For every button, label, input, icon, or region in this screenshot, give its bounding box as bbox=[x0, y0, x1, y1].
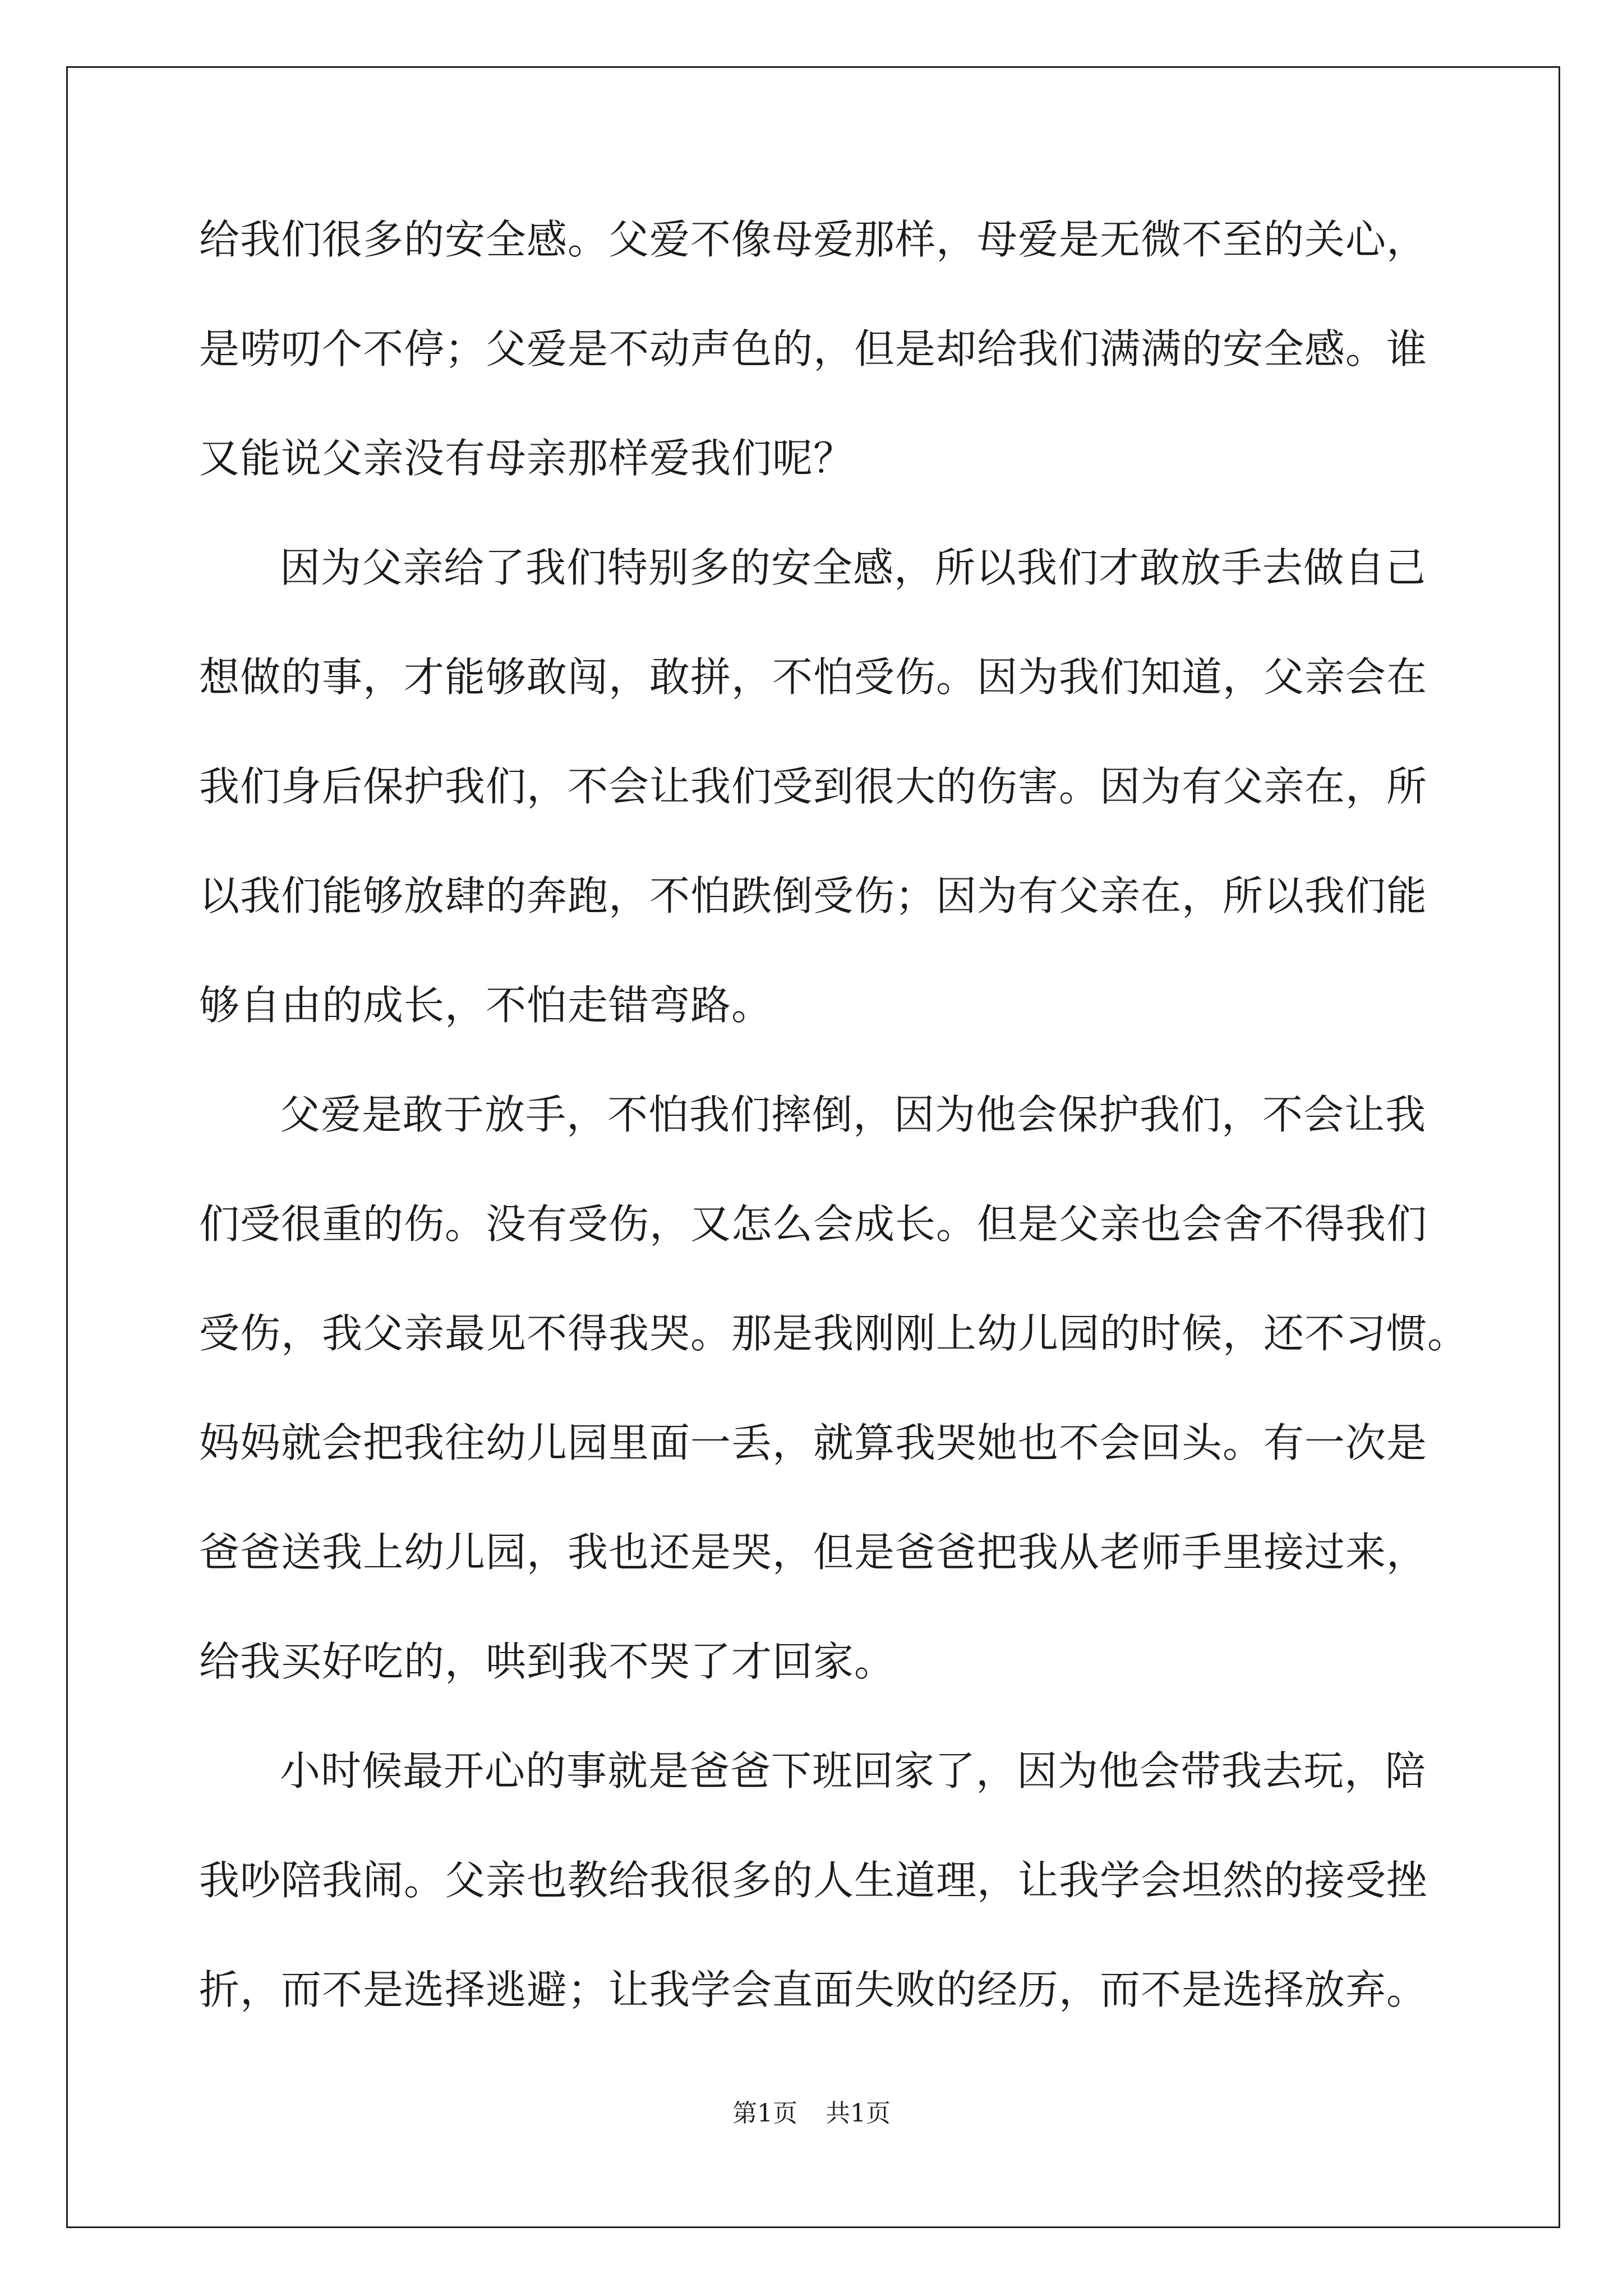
text-line: 够自由的成长，不怕走错弯路。 bbox=[199, 982, 773, 1029]
text-line: 我吵陪我闹。父亲也教给我很多的人生道理，让我学会坦然的接受挫 bbox=[199, 1857, 1428, 1904]
text-line: 们受很重的伤。没有受伤，又怎么会成长。但是父亲也会舍不得我们 bbox=[199, 1200, 1428, 1248]
text-line: 父爱是敢于放手，不怕我们摔倒，因为他会保护我们，不会让我 bbox=[280, 1091, 1427, 1138]
page-total: 共1页 bbox=[826, 2099, 891, 2128]
text-line: 我们身后保护我们，不会让我们受到很大的伤害。因为有父亲在，所 bbox=[199, 763, 1428, 810]
document-body bbox=[199, 185, 1478, 2045]
text-line: 想做的事，才能够敢闯，敢拼，不怕受伤。因为我们知道，父亲会在 bbox=[199, 654, 1428, 701]
text-line: 是唠叨个不停；父爱是不动声色的，但是却给我们满满的安全感。谁 bbox=[199, 325, 1428, 372]
text-line: 小时候最开心的事就是爸爸下班回家了，因为他会带我去玩，陪 bbox=[280, 1747, 1427, 1795]
text-line: 因为父亲给了我们特别多的安全感，所以我们才敢放手去做自己 bbox=[280, 544, 1427, 591]
text-line: 又能说父亲没有母亲那样爱我们呢？ bbox=[199, 435, 855, 482]
text-line: 折，而不是选择逃避；让我学会直面失败的经历，而不是选择放弃。 bbox=[199, 1966, 1428, 2013]
text-line: 以我们能够放肆的奔跑，不怕跌倒受伤；因为有父亲在，所以我们能 bbox=[199, 872, 1428, 919]
text-line: 给我们很多的安全感。父爱不像母爱那样，母爱是无微不至的关心， bbox=[199, 216, 1428, 263]
text-line: 给我买好吃的，哄到我不哭了才回家。 bbox=[199, 1638, 896, 1685]
text-line: 爸爸送我上幼儿园，我也还是哭，但是爸爸把我从老师手里接过来， bbox=[199, 1529, 1428, 1576]
page-number: 第1页 bbox=[732, 2099, 797, 2128]
text-line: 受伤，我父亲最见不得我哭。那是我刚刚上幼儿园的时候，还不习惯。 bbox=[199, 1310, 1469, 1357]
page-footer bbox=[0, 2097, 1623, 2131]
text-line: 妈妈就会把我往幼儿园里面一丢，就算我哭她也不会回头。有一次是 bbox=[199, 1419, 1428, 1466]
